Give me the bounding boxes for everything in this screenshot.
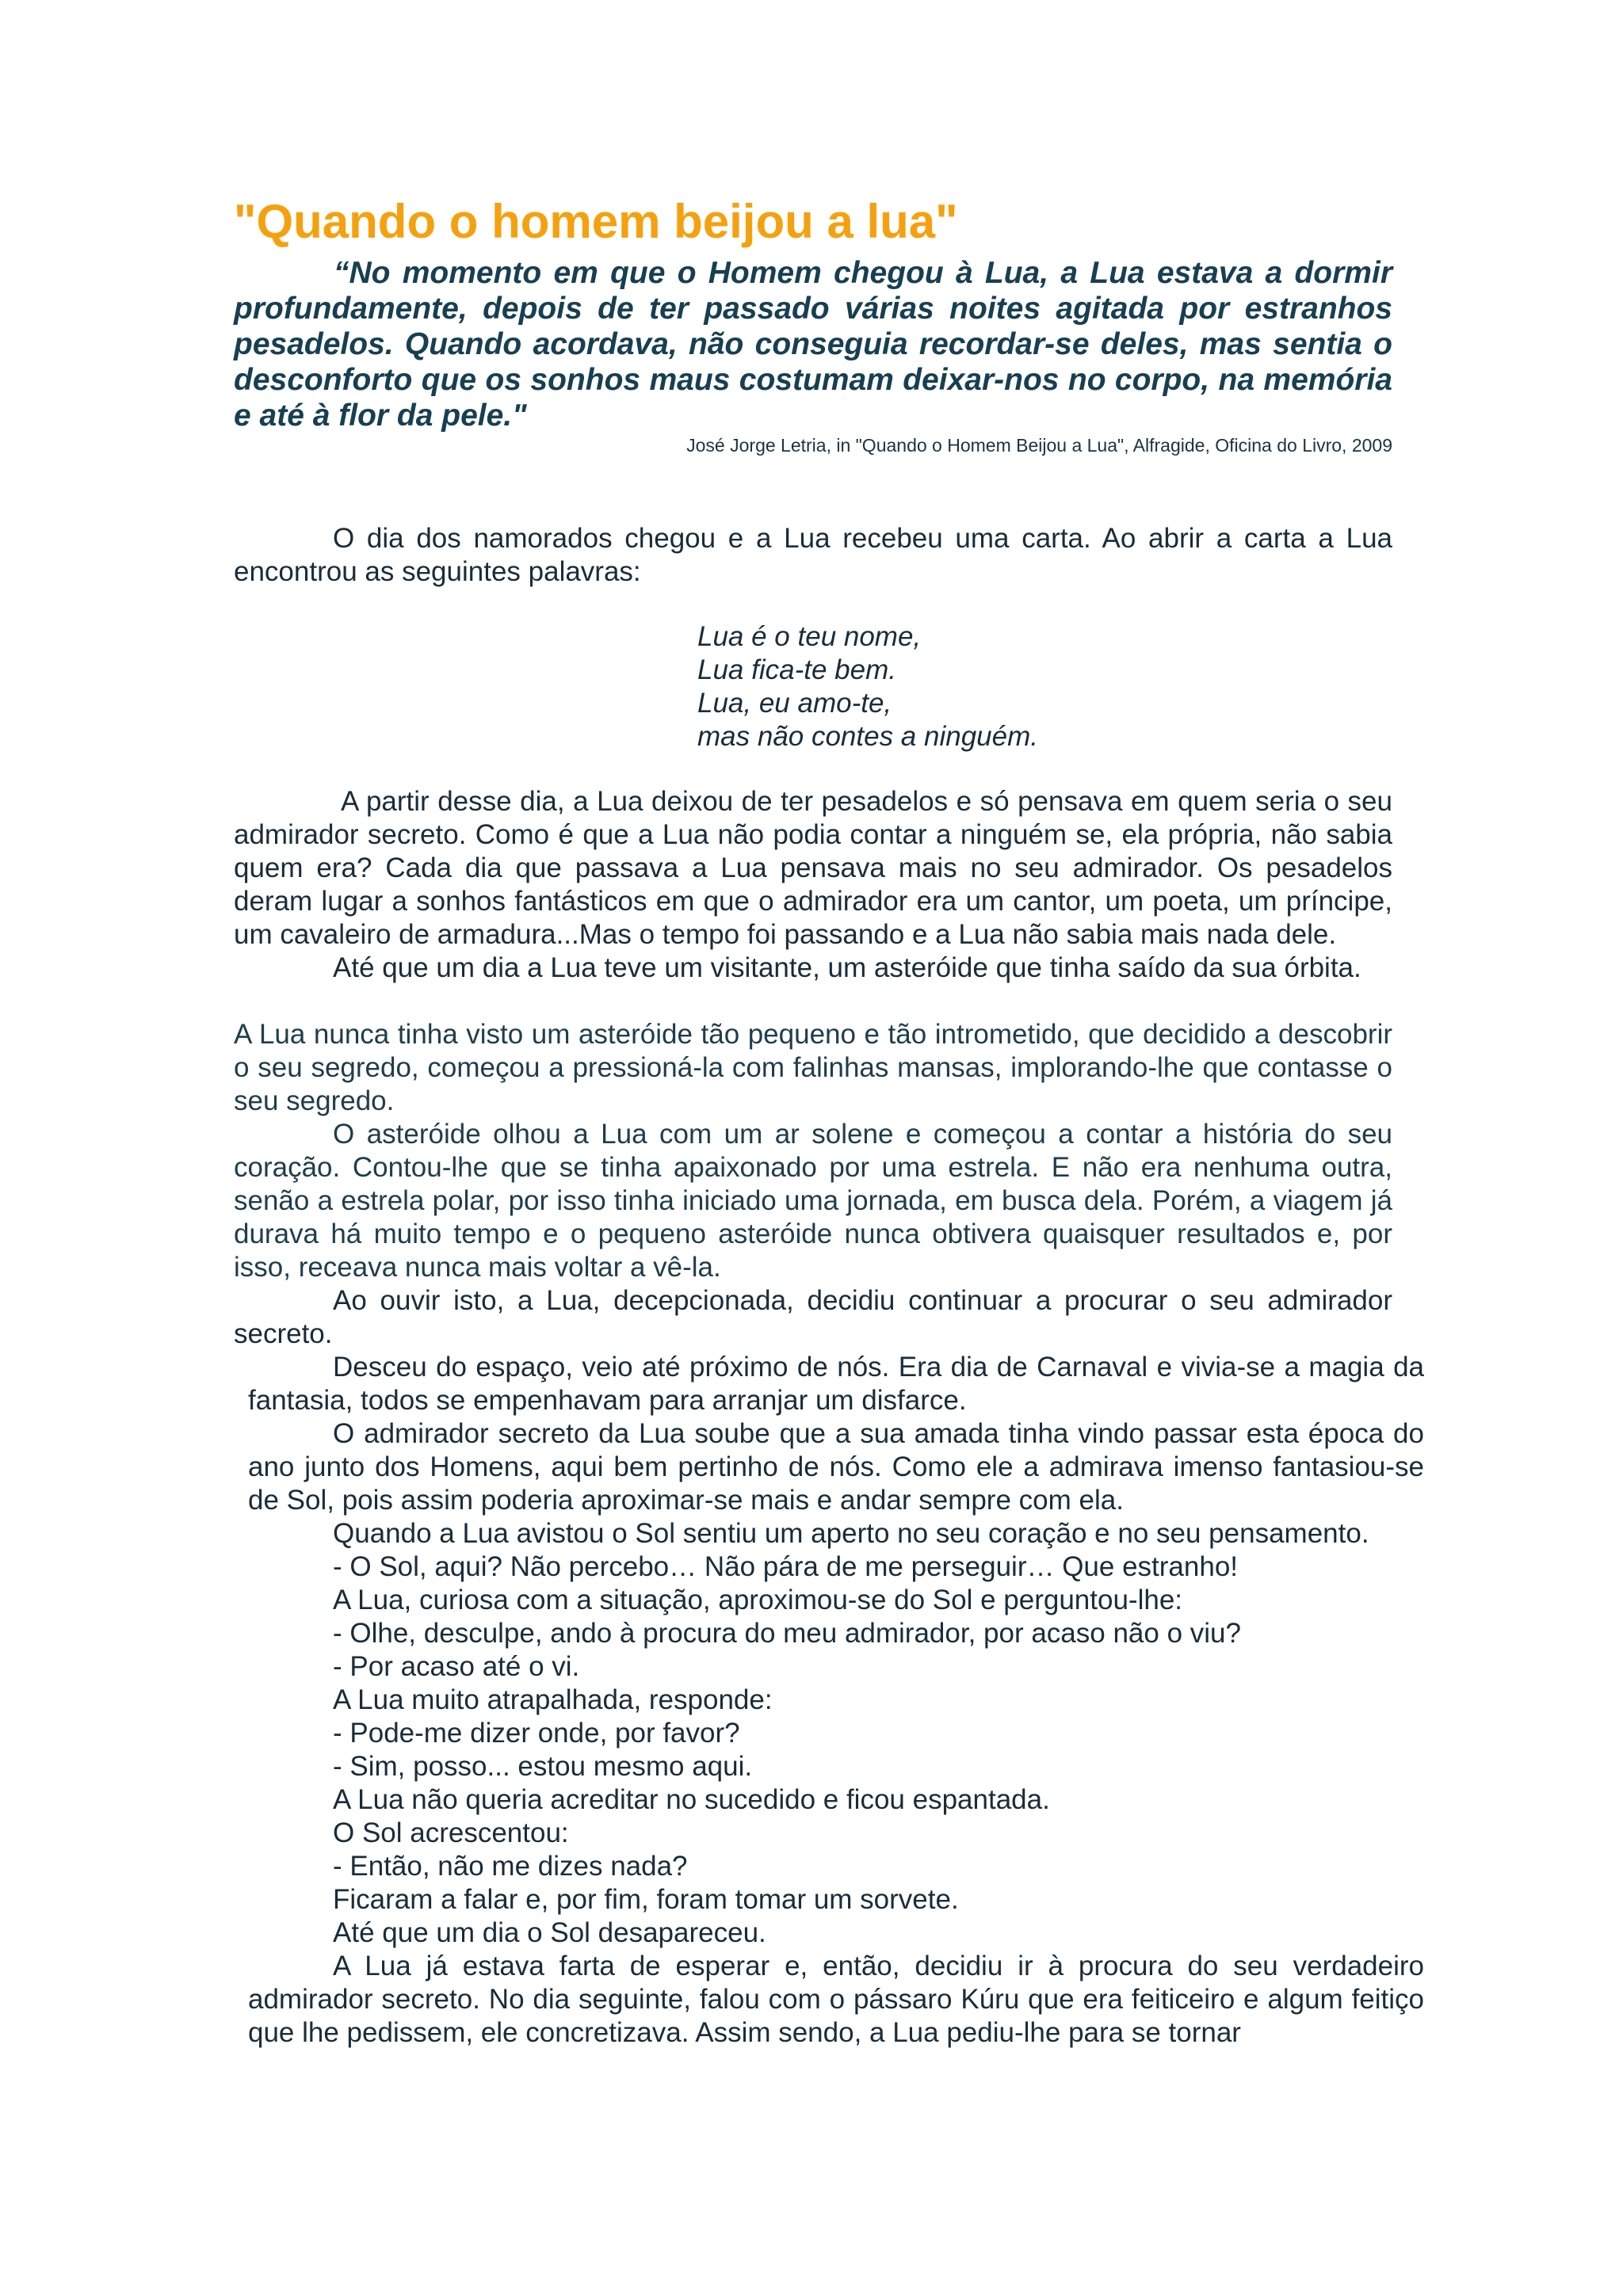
epigraph-quote: “No momento em que o Homem chegou à Lua, a Lua estava a dormir profundamente, depois de ter passado várias noites agitada por estranhos pesadelos. Quando acordava, não conseguia recordar-se deles, mas sentia o desconforto que os sonhos maus costumam deixar-nos no corpo, na memória e até à flor da pele." [234, 256, 1392, 433]
paragraph-3: Até que um dia a Lua teve um visitante, um asteróide que tinha saído da sua órbita. [333, 952, 1361, 983]
paragraph-5: O asteróide olhou a Lua com um ar solene e começou a contar a história do seu coração. Contou-lhe que se tinha apaixonado por uma estrela. E não era nenhuma outra, senão a estrela polar, por isso tinha iniciado uma jornada, em busca dela. Porém, a viagem já durava há muito tempo e o pequeno asteróide nunca obtivera quaisquer resultados e, por isso, receava nunca mais voltar a vê-la. [234, 1119, 1392, 1283]
paragraph-2: A partir desse dia, a Lua deixou de ter pesadelos e só pensava em quem seria o seu admirador secreto. Como é que a Lua não podia contar a ninguém se, ela própria, não sabia quem era? Cada dia que passava a Lua pensava mais no seu admirador. Os pesadelos deram lugar a sonhos fantásticos em que o admirador era um cantor, um poeta, um príncipe, um cavaleiro de armadura...Mas o tempo foi passando e a Lua não sabia mais nada dele. [234, 786, 1392, 950]
paragraph-9: A Lua já estava farta de esperar e, então, decidiu ir à procura do seu verdadeiro admirador secreto. No dia seguinte, falou com o pássaro Kúru que era feiticeiro e algum feitiço que lhe pedissem, ele concretizava. Assim sendo, a Lua pediu-lhe para se tornar [248, 1951, 1424, 2048]
epigraph-citation: José Jorge Letria, in "Quando o Homem Beijou a Lua", Alfragide, Oficina do Livro, 2009 [686, 435, 1392, 456]
poem-line: Lua é o teu nome, [697, 621, 922, 652]
document-content [234, 190, 1424, 2050]
dialogue-line: - Por acaso até o vi. [333, 1651, 580, 1682]
dialogue-line: Até que um dia o Sol desapareceu. [333, 1917, 766, 1948]
poem-line: Lua fica-te bem. [697, 654, 896, 685]
poem-line: Lua, eu amo-te, [697, 688, 892, 719]
story-title: "Quando o homem beijou a lua" [234, 195, 958, 248]
paragraph-7: Desceu do espaço, veio até próximo de nós. Era dia de Carnaval e vivia-se a magia da fantasia, todos se empenhavam para arranjar um disfarce. [248, 1352, 1424, 1416]
love-letter-poem [697, 620, 1392, 753]
dialogue-line: A Lua muito atrapalhada, responde: [333, 1684, 773, 1715]
dialogue-line: A Lua, curiosa com a situação, aproximou-se do Sol e perguntou-lhe: [333, 1585, 1183, 1615]
dialogue-line: - Pode-me dizer onde, por favor? [333, 1718, 740, 1749]
dialogue-line: - O Sol, aqui? Não percebo… Não pára de me perseguir… Que estranho! [333, 1551, 1239, 1582]
dialogue-line: - Sim, posso... estou mesmo aqui. [333, 1751, 753, 1782]
dialogue-line: O Sol acrescentou: [333, 1817, 569, 1848]
dialogue-line: Quando a Lua avistou o Sol sentiu um aperto no seu coração e no seu pensamento. [333, 1518, 1369, 1549]
poem-line: mas não contes a ninguém. [697, 721, 1038, 752]
paragraph-6: Ao ouvir isto, a Lua, decepcionada, decidiu continuar a procurar o seu admirador secreto. [234, 1285, 1392, 1349]
dialogue-line: A Lua não queria acreditar no sucedido e ficou espantada. [333, 1784, 1050, 1815]
paragraph-1: O dia dos namorados chegou e a Lua recebeu uma carta. Ao abrir a carta a Lua encontrou as seguintes palavras: [234, 523, 1392, 587]
dialogue-line: Ficaram a falar e, por fim, foram tomar um sorvete. [333, 1884, 959, 1915]
paragraph-8: O admirador secreto da Lua soube que a sua amada tinha vindo passar esta época do ano junto dos Homens, aqui bem pertinho de nós. Como ele a admirava imenso fantasiou-se de Sol, pois assim poderia aproximar-se mais e andar sempre com ela. [248, 1418, 1424, 1516]
paragraph-4: A Lua nunca tinha visto um asteróide tão pequeno e tão intrometido, que decidido a descobrir o seu segredo, começou a pressioná-la com falinhas mansas, implorando-lhe que contasse o seu segredo. [234, 1019, 1392, 1116]
dialogue-line: - Então, não me dizes nada? [333, 1851, 688, 1882]
dialogue-block [234, 1517, 1392, 1950]
dialogue-line: - Olhe, desculpe, ando à procura do meu admirador, por acaso não o viu? [333, 1618, 1241, 1649]
